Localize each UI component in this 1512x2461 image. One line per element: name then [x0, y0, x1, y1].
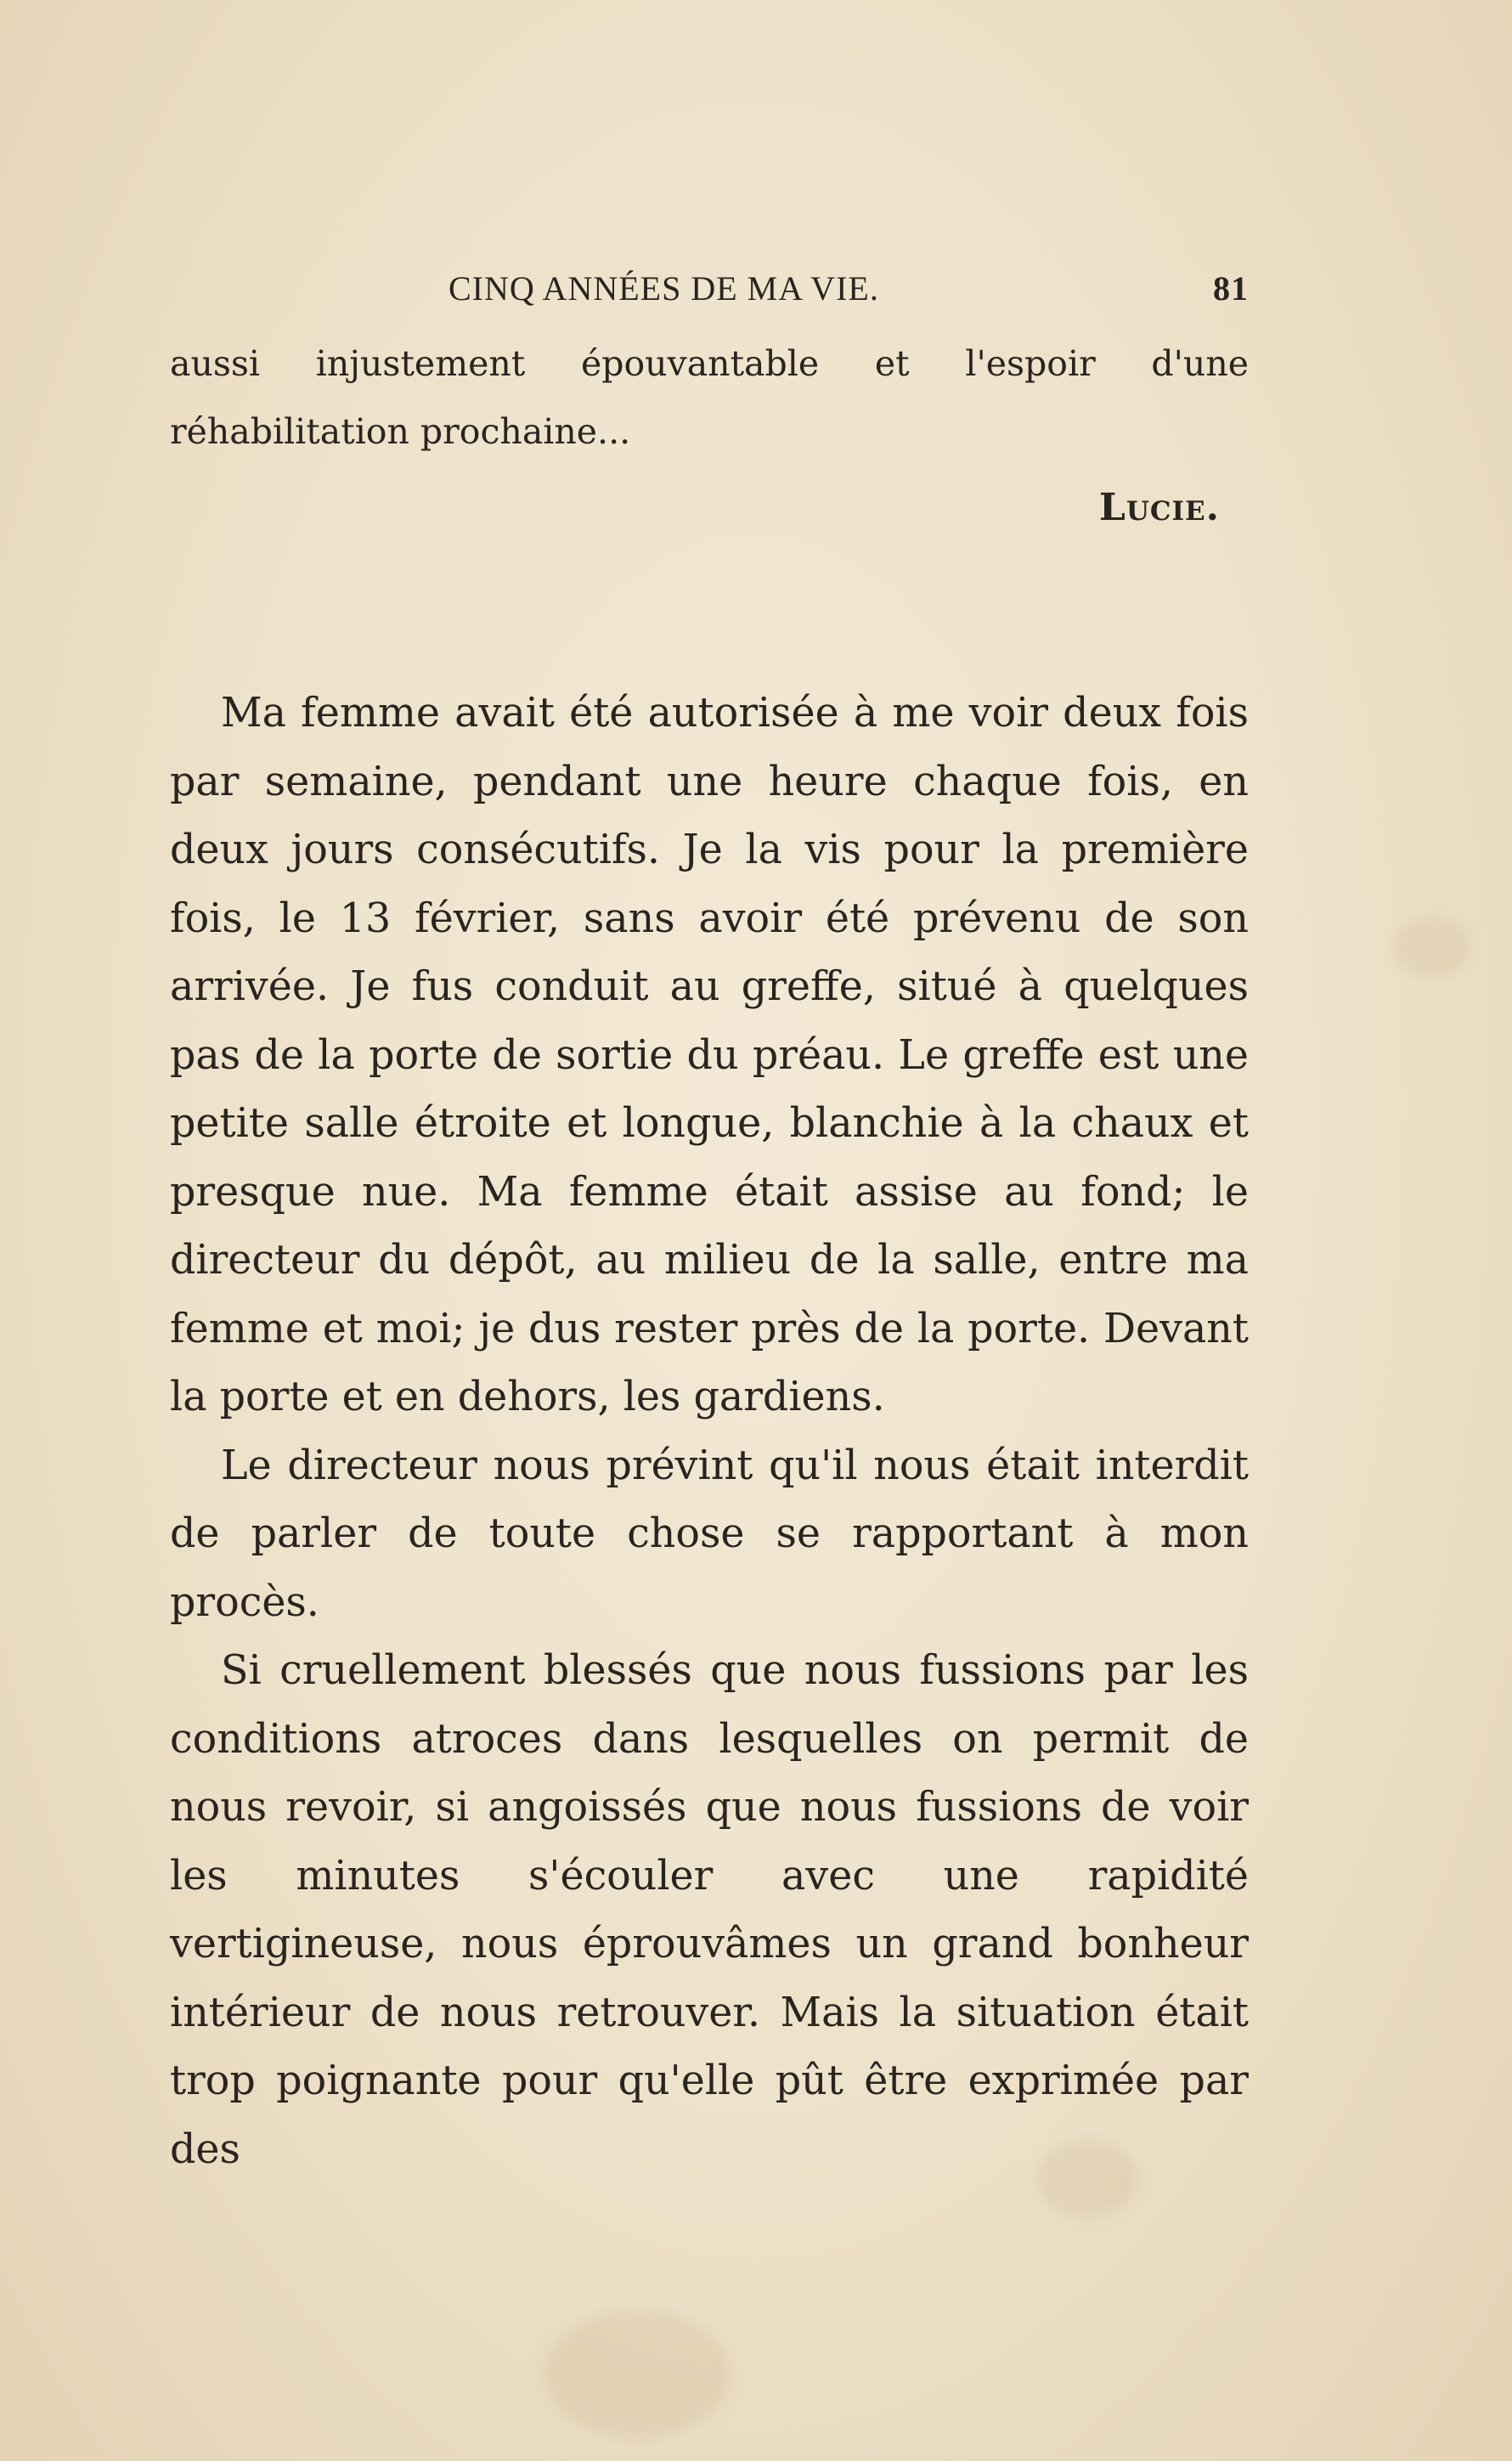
foxing-spot: [1393, 917, 1470, 977]
running-head: [170, 255, 1249, 323]
letter-closing-text: aussi injustement épouvantable et l'espoir d'une réhabilitation prochaine...: [170, 343, 1249, 452]
running-head-title: CINQ ANNÉES DE MA VIE.: [449, 269, 879, 308]
paragraph: Le directeur nous prévint qu'il nous était interdit de parler de toute chose se rapportant à mon procès.: [170, 1442, 1249, 1626]
page-number: 81: [1213, 269, 1249, 308]
letter-signature: Lucie.: [1098, 486, 1220, 529]
paragraph: Si cruellement blessés que nous fussions par les conditions atroces dans lesquelles on permit de nous revoir, si angoissés que nous fussions de voir les minutes s'écouler avec une rapidité vertigineuse, nous éprouvâmes un grand bonheur intérieur de nous retrouver. Mais la situation était trop poignante pour qu'elle pût être exprimée par des: [170, 1647, 1249, 2173]
paragraph: Ma femme avait été autorisée à me voir deux fois par semaine, pendant une heure chaque fois, en deux jours consécutifs. Je la vis pour la première fois, le 13 février, sans avoir été prévenu de son arrivée. Je fus conduit au greffe, situé à quelques pas de la porte de sortie du préau. Le greffe est une petite salle étroite et longue, blanchie à la chaux et presque nue. Ma femme était assise au fond; le directeur du dépôt, au milieu de la salle, entre ma femme et moi; je dus rester près de la porte. Devant la porte et en dehors, les gardiens.: [170, 690, 1249, 1420]
foxing-spot: [544, 2311, 731, 2438]
body-text: [170, 680, 1249, 2184]
text-block: [170, 255, 1249, 2184]
